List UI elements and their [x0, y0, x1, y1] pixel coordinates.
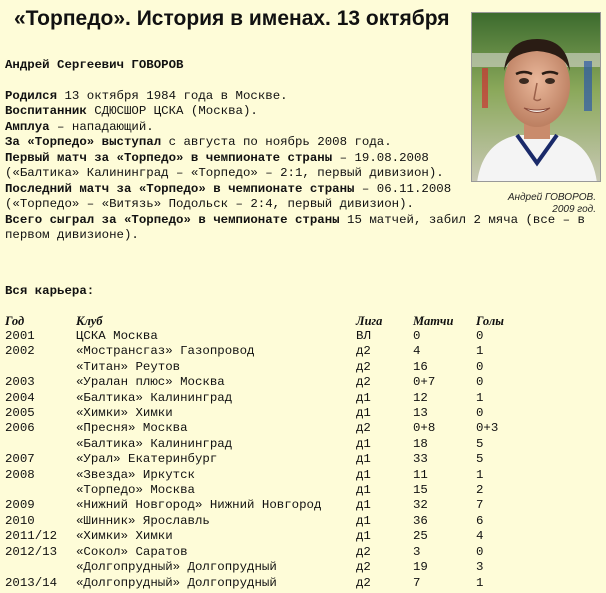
bio-born-text: 13 октября 1984 года в Москве.	[57, 88, 288, 103]
cell-year: 2005	[5, 406, 35, 421]
cell-year: 2007	[5, 452, 35, 467]
cell-goals: 0+3	[476, 421, 499, 436]
bio-born-label: Родился	[5, 88, 58, 103]
cell-matches: 12	[413, 390, 428, 405]
player-portrait-image	[472, 13, 601, 182]
bio-tenure	[5, 135, 471, 151]
player-photo	[471, 12, 601, 182]
table-row	[5, 545, 536, 560]
table-row	[5, 421, 536, 436]
cell-year: 2003	[5, 375, 35, 390]
cell-year	[5, 483, 76, 498]
table-row	[5, 406, 536, 421]
cell-goals: 0	[476, 359, 484, 374]
cell-goals: 1	[476, 390, 484, 405]
col-header-league: Лига	[356, 314, 383, 328]
cell-club: «Долгопрудный» Долгопрудный	[76, 560, 277, 575]
cell-matches: 11	[413, 467, 428, 482]
bio-total-label: Всего сыграл за «Торпедо» в чемпионате страны	[5, 212, 340, 227]
bio-role-label: Амплуа	[5, 119, 50, 134]
bio-tenure-label: За «Торпедо» выступал	[5, 135, 162, 149]
bio-last-match	[5, 182, 471, 213]
cell-goals: 5	[476, 436, 484, 451]
cell-year: 2012/13	[5, 544, 58, 559]
cell-goals: 0	[476, 375, 484, 390]
cell-matches: 4	[413, 344, 421, 359]
table-row	[5, 529, 536, 544]
career-header-row	[5, 314, 536, 329]
cell-league: д1	[356, 483, 371, 498]
cell-matches: 0+8	[413, 421, 436, 436]
career-table	[5, 314, 536, 591]
photo-caption-year: 2009 год.	[552, 204, 596, 215]
cell-year: 2001	[5, 329, 35, 343]
cell-goals: 0	[476, 406, 484, 421]
cell-goals: 0	[476, 329, 484, 343]
cell-matches: 33	[413, 452, 428, 467]
cell-goals: 1	[476, 575, 484, 590]
cell-club: «Шинник» Ярославль	[76, 513, 210, 528]
cell-league: д1	[356, 406, 371, 421]
cell-club: ЦСКА Москва	[76, 329, 158, 343]
table-row	[5, 498, 536, 513]
cell-goals: 4	[476, 529, 484, 544]
cell-club: «Балтика» Калининград	[76, 436, 233, 451]
cell-year: 2010	[5, 513, 35, 528]
cell-club: «Долгопрудный» Долгопрудный	[76, 575, 277, 590]
cell-matches: 32	[413, 498, 428, 513]
cell-goals: 0	[476, 544, 484, 559]
table-row	[5, 483, 536, 498]
cell-club: «Химки» Химки	[76, 529, 173, 544]
bio-school-text: СДЮСШОР ЦСКА (Москва).	[86, 104, 258, 118]
cell-matches: 3	[413, 544, 421, 559]
cell-year	[5, 360, 76, 375]
cell-league: д1	[356, 513, 371, 528]
cell-goals: 6	[476, 513, 484, 528]
cell-league: д1	[356, 467, 371, 482]
cell-goals: 2	[476, 483, 484, 498]
cell-year: 2009	[5, 498, 35, 513]
cell-matches: 25	[413, 529, 428, 544]
cell-club: «Титан» Реутов	[76, 359, 181, 374]
cell-club: «Мострансгаз» Газопровод	[76, 344, 255, 359]
cell-year: 2008	[5, 467, 35, 482]
table-row	[5, 360, 536, 375]
cell-matches: 15	[413, 483, 428, 498]
cell-year: 2004	[5, 390, 35, 405]
cell-matches: 7	[413, 575, 421, 590]
cell-goals: 7	[476, 498, 484, 513]
cell-club: «Звезда» Иркутск	[76, 467, 195, 482]
cell-matches: 0	[413, 329, 421, 343]
cell-league: д2	[356, 344, 371, 359]
cell-year: 2011/12	[5, 529, 58, 544]
cell-club: «Пресня» Москва	[76, 421, 188, 436]
page-title: «Торпедо». История в именах. 13 октября	[14, 7, 450, 30]
cell-club: «Химки» Химки	[76, 406, 173, 421]
table-row	[5, 391, 536, 406]
cell-league: д2	[356, 359, 371, 374]
bio-born	[5, 89, 471, 105]
cell-matches: 19	[413, 560, 428, 575]
bio-first-match-label: Первый матч за «Торпедо» в чемпионате страны	[5, 150, 333, 165]
cell-matches: 18	[413, 436, 428, 451]
bio-total	[5, 213, 600, 244]
bio-last-match-text: – 06.11.2008 («Торпедо» – «Витязь» Подольск – 2:4, первый дивизион).	[5, 181, 452, 211]
cell-league: д1	[356, 452, 371, 467]
bio-first-match-text: – 19.08.2008 («Балтика» Калининград – «Торпедо» – 2:1, первый дивизион).	[5, 150, 444, 180]
cell-league: д1	[356, 436, 371, 451]
cell-league: д2	[356, 544, 371, 559]
cell-league: д2	[356, 575, 371, 590]
cell-club: «Сокол» Саратов	[76, 544, 188, 559]
bio-school	[5, 104, 471, 120]
cell-goals: 3	[476, 560, 484, 575]
cell-club: «Урал» Екатеринбург	[76, 452, 218, 467]
cell-goals: 1	[476, 344, 484, 359]
bio-total-text: 15 матчей, забил 2 мяча (все – в первом дивизионе).	[5, 212, 585, 242]
cell-league: д1	[356, 529, 371, 544]
col-header-matches: Матчи	[413, 314, 454, 328]
cell-league: д2	[356, 560, 371, 575]
table-row	[5, 344, 536, 359]
table-row	[5, 437, 536, 452]
table-row	[5, 560, 536, 575]
cell-year: 2002	[5, 344, 35, 359]
table-row	[5, 514, 536, 529]
cell-year	[5, 560, 76, 575]
col-header-year: Год	[5, 314, 25, 328]
bio-role	[5, 120, 471, 136]
cell-year	[5, 437, 76, 452]
bio-tenure-text: с августа по ноябрь 2008 года.	[161, 135, 392, 149]
cell-club: «Нижний Новгород» Нижний Новгород	[76, 498, 322, 513]
table-row	[5, 329, 536, 344]
cell-year: 2006	[5, 421, 35, 436]
cell-matches: 13	[413, 406, 428, 421]
photo-caption-name: Андрей ГОВОРОВ.	[507, 192, 596, 203]
cell-year: 2013/14	[5, 575, 58, 590]
cell-club: «Уралан плюс» Москва	[76, 375, 225, 390]
table-row	[5, 452, 536, 467]
cell-league: д2	[356, 421, 371, 436]
table-row	[5, 375, 536, 390]
cell-club: «Торпедо» Москва	[76, 483, 195, 498]
cell-matches: 16	[413, 359, 428, 374]
bio-school-label: Воспитанник	[5, 104, 87, 118]
cell-goals: 5	[476, 452, 484, 467]
table-row	[5, 576, 536, 591]
cell-matches: 0+7	[413, 375, 436, 390]
career-heading: Вся карьера:	[5, 284, 95, 298]
col-header-club: Клуб	[76, 314, 103, 328]
cell-league: д1	[356, 498, 371, 513]
cell-club: «Балтика» Калининград	[76, 390, 233, 405]
bio-role-text: – нападающий.	[49, 119, 154, 134]
cell-league: д1	[356, 390, 371, 405]
col-header-goals: Голы	[476, 314, 504, 328]
table-row	[5, 468, 536, 483]
cell-league: ВЛ	[356, 329, 371, 343]
cell-league: д2	[356, 375, 371, 390]
bio-last-match-label: Последний матч за «Торпедо» в чемпионате страны	[5, 181, 355, 196]
player-name: Андрей Сергеевич ГОВОРОВ	[5, 58, 184, 72]
cell-goals: 1	[476, 467, 484, 482]
cell-matches: 36	[413, 513, 428, 528]
bio-first-match	[5, 151, 471, 182]
career-table-body	[5, 329, 536, 591]
